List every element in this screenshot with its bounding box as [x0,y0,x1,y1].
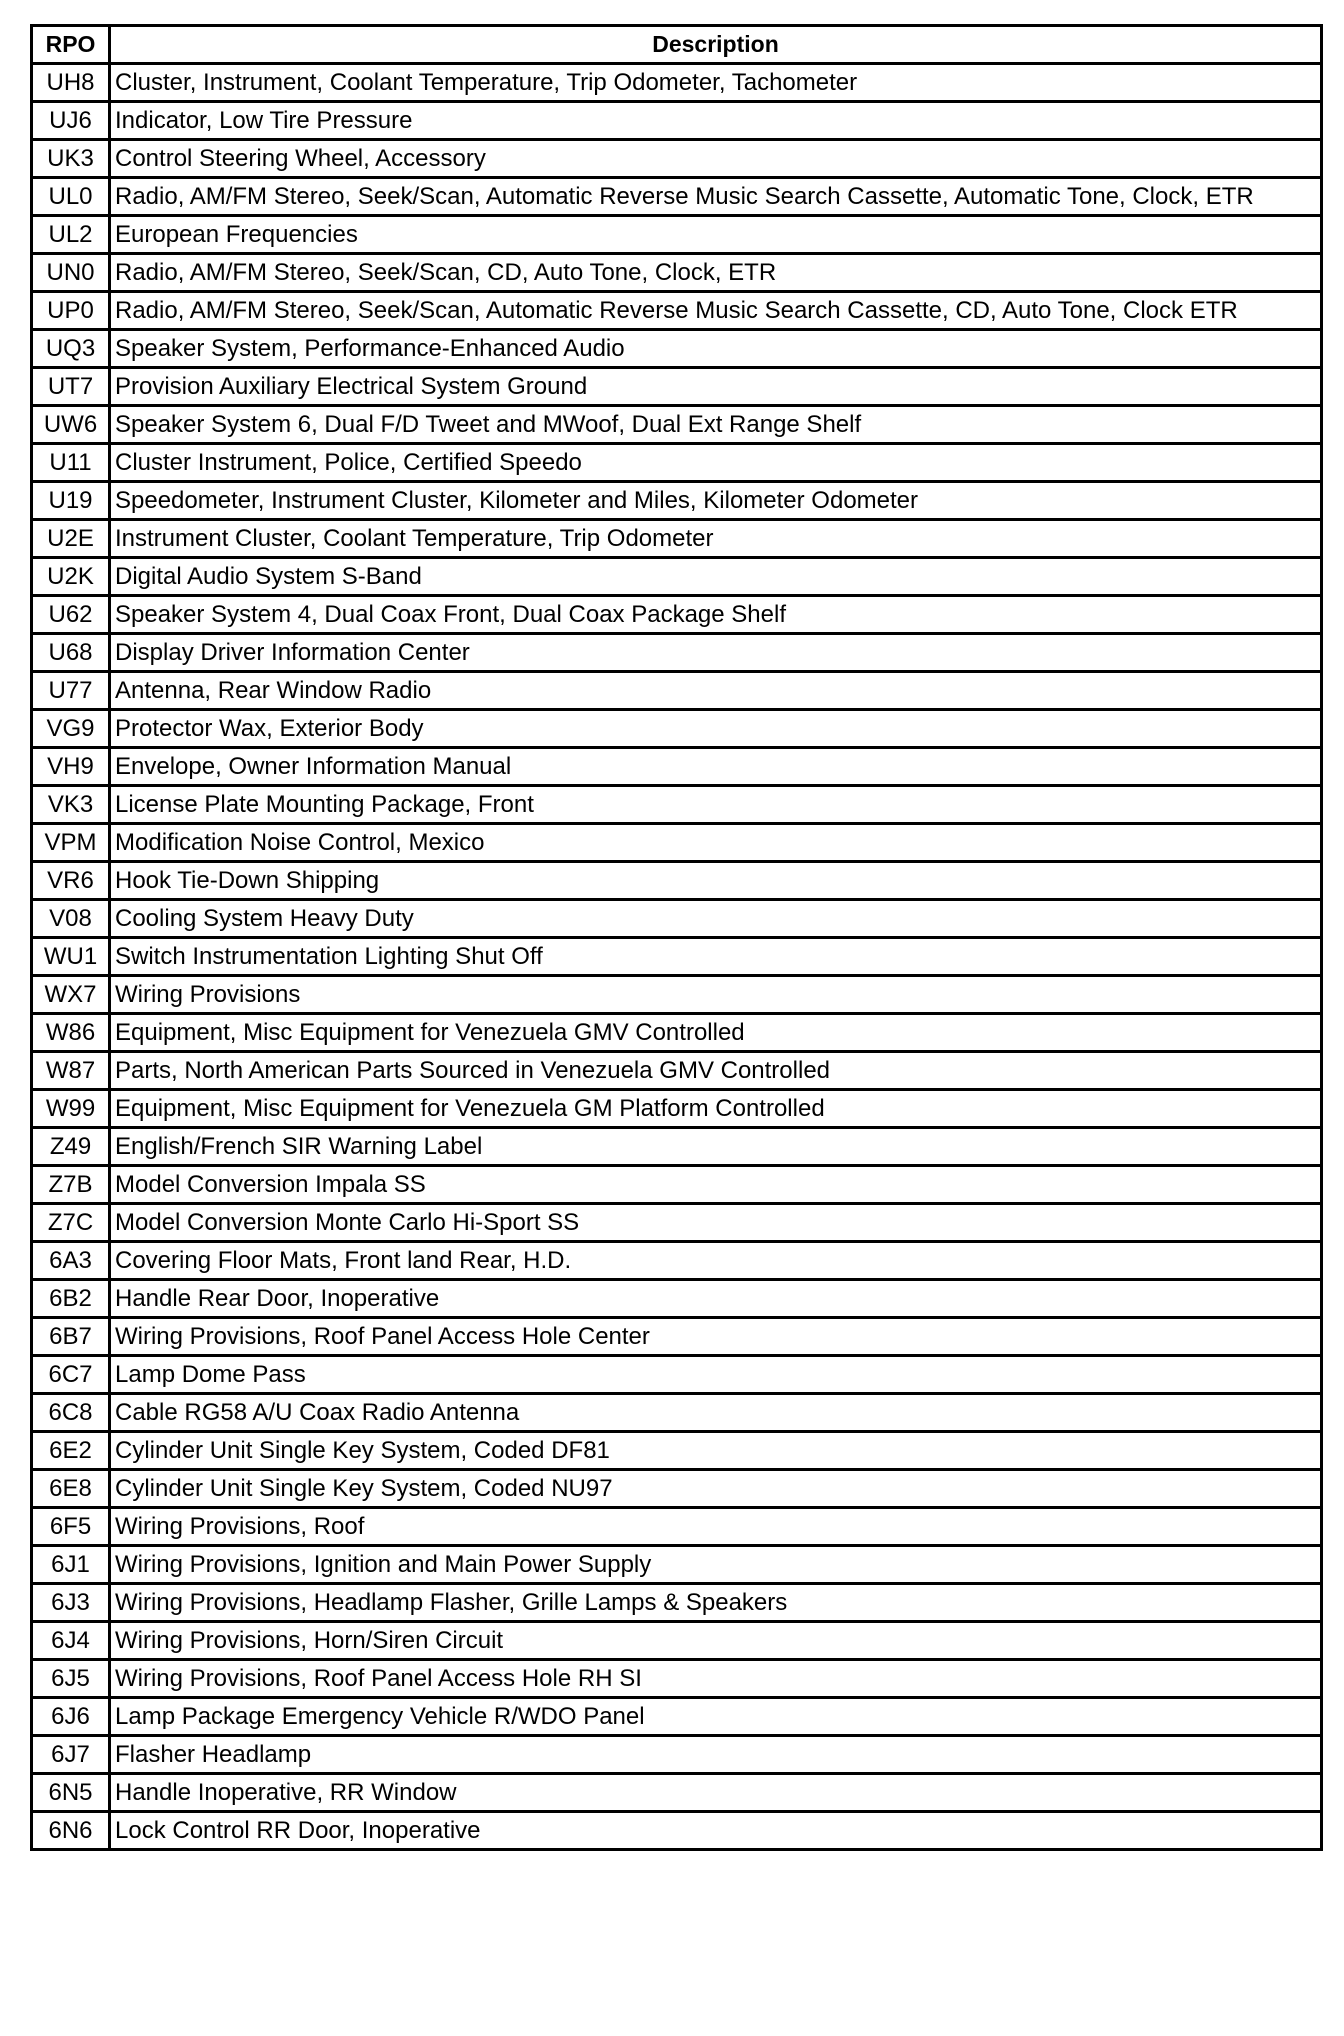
description-cell: European Frequencies [110,216,1322,254]
description-cell: License Plate Mounting Package, Front [110,786,1322,824]
rpo-code-cell: 6C7 [32,1356,110,1394]
description-cell: Lamp Package Emergency Vehicle R/WDO Panel [110,1698,1322,1736]
description-cell: Speaker System, Performance-Enhanced Audio [110,330,1322,368]
description-cell: Parts, North American Parts Sourced in Venezuela GMV Controlled [110,1052,1322,1090]
description-cell: Cylinder Unit Single Key System, Coded DF81 [110,1432,1322,1470]
table-row [32,1774,1322,1812]
table-row [32,1356,1322,1394]
table-row [32,1204,1322,1242]
table-row [32,634,1322,672]
description-cell: Lamp Dome Pass [110,1356,1322,1394]
rpo-code-cell: VR6 [32,862,110,900]
description-cell: Wiring Provisions, Roof Panel Access Hole RH SI [110,1660,1322,1698]
table-row [32,1470,1322,1508]
table-row [32,1166,1322,1204]
description-cell: Cluster Instrument, Police, Certified Speedo [110,444,1322,482]
table-row [32,900,1322,938]
description-cell: Cooling System Heavy Duty [110,900,1322,938]
description-cell: Cluster, Instrument, Coolant Temperature, Trip Odometer, Tachometer [110,64,1322,102]
rpo-code-cell: VK3 [32,786,110,824]
description-cell: Digital Audio System S-Band [110,558,1322,596]
rpo-code-cell: WX7 [32,976,110,1014]
table-row [32,1508,1322,1546]
description-cell: Radio, AM/FM Stereo, Seek/Scan, Automatic Reverse Music Search Cassette, Automatic Tone, Clock, ETR [110,178,1322,216]
table-row [32,1052,1322,1090]
rpo-code-cell: UT7 [32,368,110,406]
description-cell: Model Conversion Impala SS [110,1166,1322,1204]
description-cell: Envelope, Owner Information Manual [110,748,1322,786]
description-cell: Switch Instrumentation Lighting Shut Off [110,938,1322,976]
rpo-code-cell: VH9 [32,748,110,786]
description-cell: Wiring Provisions, Ignition and Main Power Supply [110,1546,1322,1584]
rpo-code-cell: 6J7 [32,1736,110,1774]
rpo-code-cell: 6J3 [32,1584,110,1622]
table-row [32,976,1322,1014]
rpo-code-cell: V08 [32,900,110,938]
table-row [32,1280,1322,1318]
description-cell: Wiring Provisions, Headlamp Flasher, Grille Lamps & Speakers [110,1584,1322,1622]
description-cell: Radio, AM/FM Stereo, Seek/Scan, Automatic Reverse Music Search Cassette, CD, Auto Tone, Clock ETR [110,292,1322,330]
rpo-code-cell: W87 [32,1052,110,1090]
table-row [32,482,1322,520]
rpo-code-cell: 6N5 [32,1774,110,1812]
description-cell: Cable RG58 A/U Coax Radio Antenna [110,1394,1322,1432]
table-row [32,1432,1322,1470]
rpo-code-cell: UL2 [32,216,110,254]
rpo-code-cell: UP0 [32,292,110,330]
table-row [32,216,1322,254]
table-row [32,140,1322,178]
rpo-code-cell: Z49 [32,1128,110,1166]
table-row [32,1660,1322,1698]
rpo-code-cell: Z7B [32,1166,110,1204]
description-cell: Equipment, Misc Equipment for Venezuela GM Platform Controlled [110,1090,1322,1128]
rpo-code-cell: 6C8 [32,1394,110,1432]
table-row [32,824,1322,862]
table-row [32,1546,1322,1584]
description-cell: Control Steering Wheel, Accessory [110,140,1322,178]
rpo-code-cell: U19 [32,482,110,520]
description-cell: Modification Noise Control, Mexico [110,824,1322,862]
description-cell: Wiring Provisions, Horn/Siren Circuit [110,1622,1322,1660]
description-cell: Instrument Cluster, Coolant Temperature, Trip Odometer [110,520,1322,558]
table-row [32,1812,1322,1850]
rpo-code-cell: 6J5 [32,1660,110,1698]
table-row [32,1242,1322,1280]
rpo-code-cell: UJ6 [32,102,110,140]
description-cell: Radio, AM/FM Stereo, Seek/Scan, CD, Auto Tone, Clock, ETR [110,254,1322,292]
rpo-code-cell: UL0 [32,178,110,216]
table-row [32,1128,1322,1166]
description-cell: Speaker System 6, Dual F/D Tweet and MWoof, Dual Ext Range Shelf [110,406,1322,444]
description-cell: Wiring Provisions, Roof Panel Access Hole Center [110,1318,1322,1356]
rpo-code-cell: Z7C [32,1204,110,1242]
table-row [32,444,1322,482]
rpo-code-cell: 6A3 [32,1242,110,1280]
rpo-code-cell: UH8 [32,64,110,102]
table-row [32,786,1322,824]
table-row [32,672,1322,710]
rpo-table [30,24,1323,1851]
table-row [32,1698,1322,1736]
rpo-code-cell: 6J4 [32,1622,110,1660]
rpo-code-cell: 6J6 [32,1698,110,1736]
table-row [32,292,1322,330]
table-row [32,1622,1322,1660]
rpo-code-cell: 6F5 [32,1508,110,1546]
rpo-code-cell: U2E [32,520,110,558]
description-cell: Model Conversion Monte Carlo Hi-Sport SS [110,1204,1322,1242]
rpo-code-cell: W86 [32,1014,110,1052]
description-cell: Lock Control RR Door, Inoperative [110,1812,1322,1850]
rpo-code-cell: UN0 [32,254,110,292]
table-row [32,1394,1322,1432]
rpo-code-cell: W99 [32,1090,110,1128]
table-row [32,938,1322,976]
description-cell: Handle Inoperative, RR Window [110,1774,1322,1812]
table-row [32,1014,1322,1052]
table-row [32,520,1322,558]
description-cell: Wiring Provisions, Roof [110,1508,1322,1546]
description-cell: English/French SIR Warning Label [110,1128,1322,1166]
description-cell: Speedometer, Instrument Cluster, Kilometer and Miles, Kilometer Odometer [110,482,1322,520]
table-row [32,1090,1322,1128]
rpo-code-cell: 6B2 [32,1280,110,1318]
table-header [32,26,1322,64]
rpo-code-cell: WU1 [32,938,110,976]
description-cell: Display Driver Information Center [110,634,1322,672]
table-row [32,64,1322,102]
rpo-code-cell: U2K [32,558,110,596]
rpo-code-cell: 6B7 [32,1318,110,1356]
table-row [32,1736,1322,1774]
description-cell: Protector Wax, Exterior Body [110,710,1322,748]
header-row [32,26,1322,64]
rpo-code-cell: VG9 [32,710,110,748]
table-row [32,710,1322,748]
table-row [32,1584,1322,1622]
description-cell: Flasher Headlamp [110,1736,1322,1774]
rpo-code-cell: U68 [32,634,110,672]
rpo-code-cell: 6J1 [32,1546,110,1584]
rpo-code-cell: UQ3 [32,330,110,368]
rpo-code-cell: UK3 [32,140,110,178]
rpo-code-cell: U77 [32,672,110,710]
table-row [32,368,1322,406]
table-row [32,178,1322,216]
table-body [32,64,1322,1850]
rpo-code-cell: 6N6 [32,1812,110,1850]
table-row [32,330,1322,368]
rpo-column-header: RPO [32,26,110,64]
rpo-code-cell: UW6 [32,406,110,444]
rpo-code-cell: VPM [32,824,110,862]
rpo-code-cell: 6E8 [32,1470,110,1508]
table-row [32,102,1322,140]
table-row [32,596,1322,634]
description-cell: Speaker System 4, Dual Coax Front, Dual Coax Package Shelf [110,596,1322,634]
description-cell: Hook Tie-Down Shipping [110,862,1322,900]
table-row [32,406,1322,444]
rpo-code-cell: 6E2 [32,1432,110,1470]
description-cell: Covering Floor Mats, Front land Rear, H.D. [110,1242,1322,1280]
description-cell: Antenna, Rear Window Radio [110,672,1322,710]
table-row [32,254,1322,292]
table-row [32,862,1322,900]
description-cell: Provision Auxiliary Electrical System Ground [110,368,1322,406]
description-cell: Handle Rear Door, Inoperative [110,1280,1322,1318]
rpo-code-cell: U11 [32,444,110,482]
description-cell: Indicator, Low Tire Pressure [110,102,1322,140]
table-row [32,1318,1322,1356]
description-cell: Wiring Provisions [110,976,1322,1014]
description-cell: Cylinder Unit Single Key System, Coded NU97 [110,1470,1322,1508]
table-row [32,748,1322,786]
table-row [32,558,1322,596]
description-column-header: Description [110,26,1322,64]
rpo-code-cell: U62 [32,596,110,634]
description-cell: Equipment, Misc Equipment for Venezuela GMV Controlled [110,1014,1322,1052]
